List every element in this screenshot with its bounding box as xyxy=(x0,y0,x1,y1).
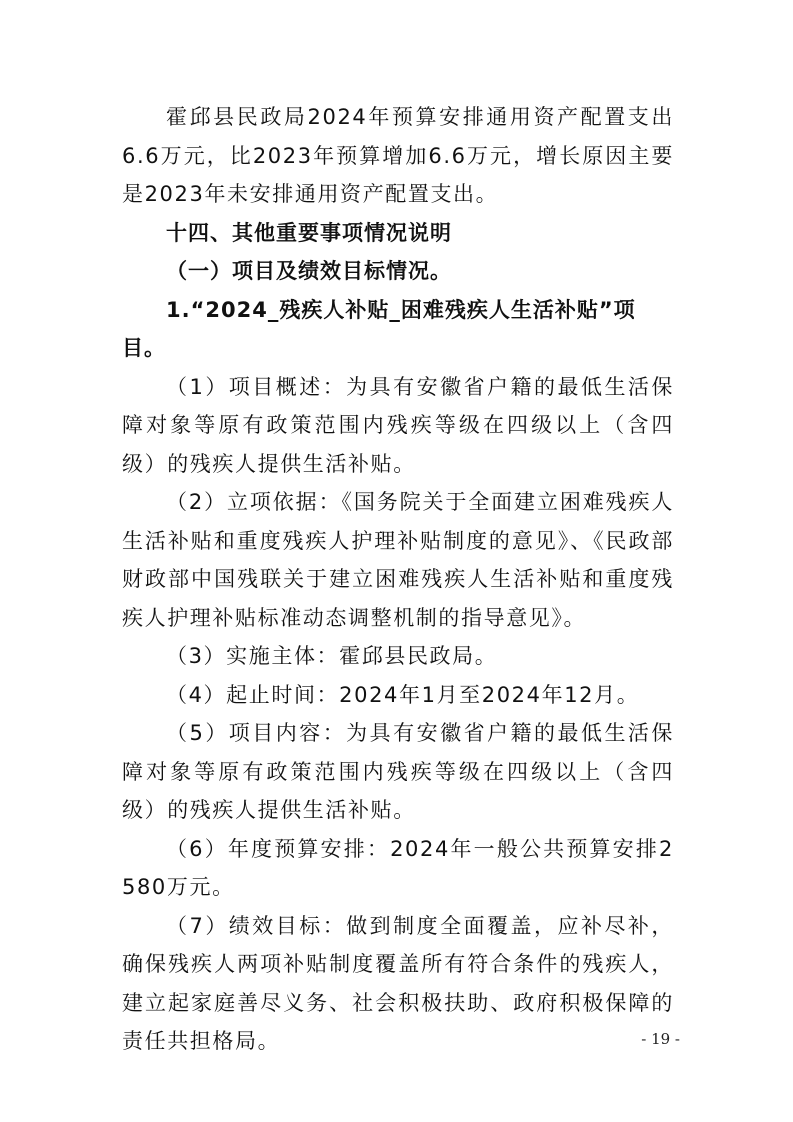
item-project-basis: （2）立项依据：《国务院关于全面建立困难残疾人生活补贴和重度残疾人护理补贴制度的意见》、《民政部财政部中国残联关于建立困难残疾人生活补贴和重度残疾人护理补贴标准动态调整机制的指导意见》。 xyxy=(122,490,674,630)
subsection-heading-project-goals: （一）项目及绩效目标情况。 xyxy=(166,259,452,283)
item-time-period: （4）起止时间：2024年1月至2024年12月。 xyxy=(166,682,640,707)
item-annual-budget: （6）年度预算安排：2024年一般公共预算安排2580万元。 xyxy=(122,836,674,899)
paragraph-budget-asset: 霍邱县民政局2024年预算安排通用资产配置支出6.6万元，比2023年预算增加6.6万元，增长原因主要是2023年未安排通用资产配置支出。 xyxy=(122,105,674,206)
item-implementing-body: （3）实施主体：霍邱县民政局。 xyxy=(166,644,498,668)
section-heading-other-matters: 十四、其他重要事项情况说明 xyxy=(166,220,452,245)
item-performance-goal: （7）绩效目标：做到制度全面覆盖，应补尽补，确保残疾人两项补贴制度覆盖所有符合条件的残疾人，建立起家庭善尽义务、社会积极扶助、政府积极保障的责任共担格局。 xyxy=(122,913,674,1053)
document-body xyxy=(122,98,674,1061)
page-number: - 19 - xyxy=(641,1030,680,1048)
item-project-overview: （1）项目概述：为具有安徽省户籍的最低生活保障对象等原有政策范围内残疾等级在四级以上（含四级）的残疾人提供生活补贴。 xyxy=(122,374,674,476)
project-title-disability-subsidy: 1.“2024_残疾人补贴_困难残疾人生活补贴”项目。 xyxy=(122,297,636,360)
item-project-content: （5）项目内容：为具有安徽省户籍的最低生活保障对象等原有政策范围内残疾等级在四级以上（含四级）的残疾人提供生活补贴。 xyxy=(122,721,674,822)
